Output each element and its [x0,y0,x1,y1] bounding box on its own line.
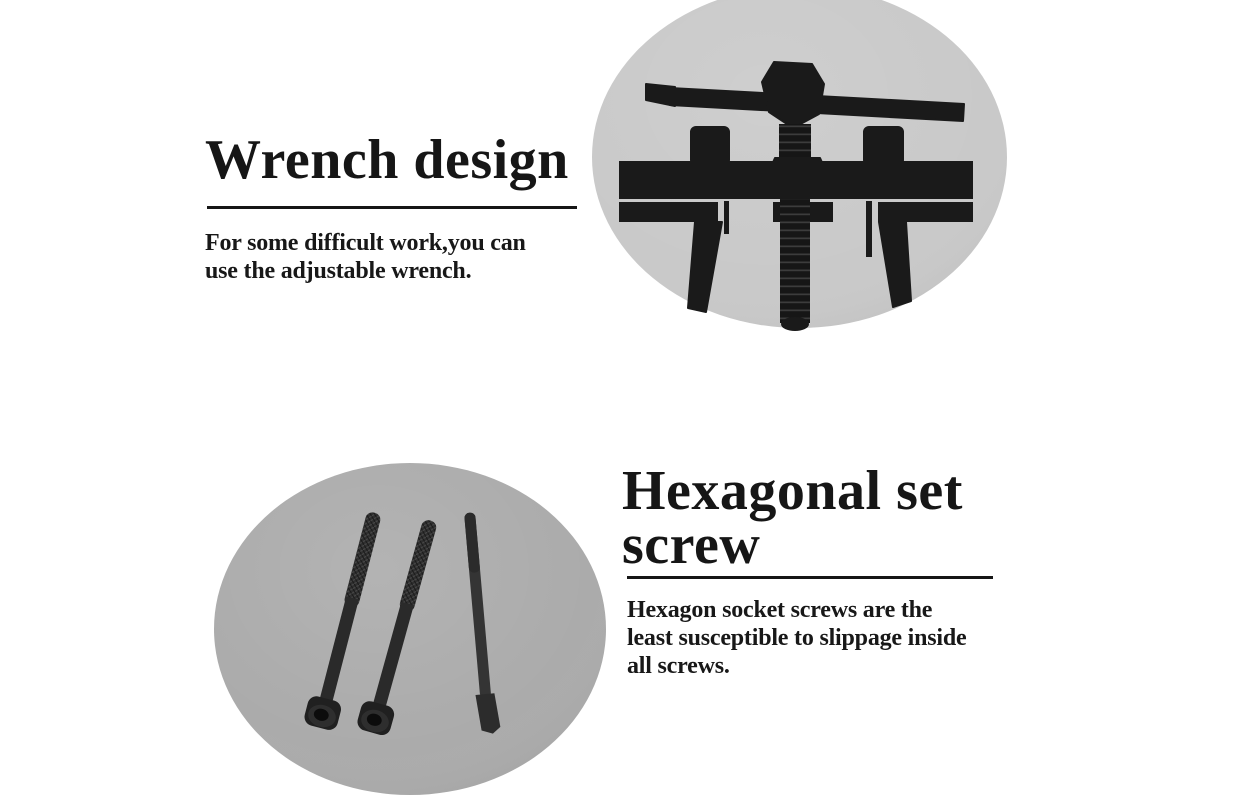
hex-socket-screws-photo [214,463,606,795]
left-jaw-finger [724,201,729,234]
hex-screw-title [622,460,963,576]
hex-screw-description-line-2: least susceptible to slippage inside [627,625,967,651]
right-jaw-finger [866,201,872,257]
crossbar-lower-left [619,202,718,222]
hex-screw-description-line-3: all screws. [627,653,730,679]
spindle-tip [782,318,808,330]
gear-puller-photo [592,0,1007,330]
left-jaw-top [691,127,729,165]
hex-screw-description-line-1: Hexagon socket screws are the [627,597,933,623]
hex-screw-title-line-2: screw [622,514,761,576]
hex-screw-title-line-1: Hexagonal set [622,460,963,522]
threaded-spindle [780,199,810,323]
crossbar-lower-right [878,202,973,222]
right-jaw-top [864,127,903,165]
hex-screw-title-underline [627,576,993,579]
circle-vignette-bottom [214,463,606,795]
wrench-title: Wrench design [205,129,569,191]
hex-screw-description [627,596,967,680]
wrench-description-line-2: use the adjustable wrench. [205,258,472,284]
wrench-description-line-1: For some difficult work,you can [205,230,526,256]
center-nut [766,158,829,198]
wrench-title-underline [207,206,577,209]
wrench-description [205,229,526,285]
